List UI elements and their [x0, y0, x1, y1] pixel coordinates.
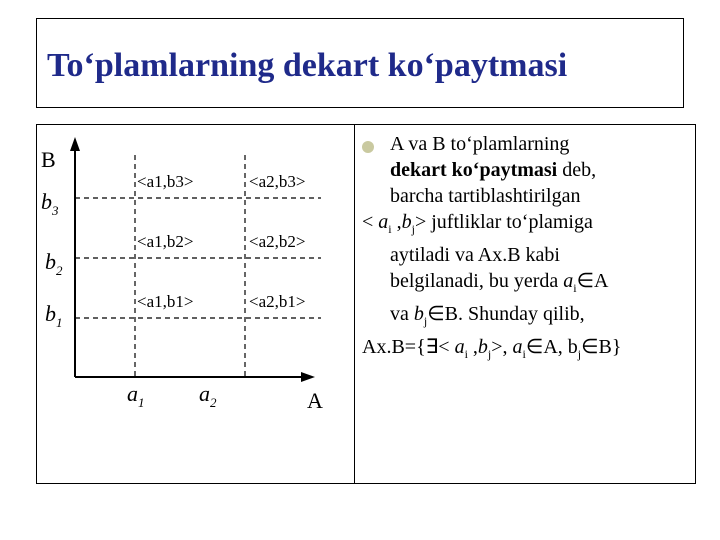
- x-axis-arrow: [301, 372, 315, 382]
- slide-title: To‘plamlarning dekart ko‘paytmasi: [47, 47, 568, 84]
- text-line-5: aytiladi va Ax.B kabi: [390, 244, 560, 266]
- cell-a1-b2: <a1,b2>: [137, 232, 194, 251]
- text-line-4: < $a_i$ $,b_j>$ juftliklar to‘plamiga: [362, 211, 593, 236]
- text-line-2: dekart ko‘paytmasi deb,: [390, 159, 597, 181]
- cartesian-diagram: [37, 125, 353, 483]
- cell-a2-b3: <a2,b3>: [249, 172, 306, 191]
- definition-text: [362, 131, 694, 367]
- cell-a2-b2: <a2,b2>: [249, 232, 306, 251]
- y-axis-label: B: [41, 147, 56, 172]
- y-tick-b1: $b_1$: [45, 301, 63, 330]
- y-ticks: [41, 189, 63, 330]
- text-line-7: va $b_j\in B$. Shunday qilib,: [390, 303, 585, 328]
- y-axis-arrow: [70, 137, 80, 151]
- bullet-icon: [362, 141, 374, 153]
- bold-term: dekart ko‘paytmasi: [390, 159, 558, 181]
- text-line-1: A va B to‘plamlarning: [362, 131, 694, 157]
- y-tick-b3: $b_3$: [41, 189, 59, 218]
- cell-a2-b1: <a2,b1>: [249, 292, 306, 311]
- x-ticks: [127, 381, 217, 410]
- text-line-3: barcha tartiblashtirilgan: [390, 185, 581, 207]
- cell-labels: [137, 172, 305, 311]
- panel-divider: [354, 124, 355, 484]
- cell-a1-b1: <a1,b1>: [137, 292, 194, 311]
- cell-a1-b3: <a1,b3>: [137, 172, 194, 191]
- x-tick-a2: $a_2$: [199, 381, 217, 410]
- text-line-8: Ax.B={∃< $a_i$ $,b_j>$, $a_i\in A$, $b_j\in B$}: [362, 336, 622, 361]
- x-tick-a1: $a_1$: [127, 381, 145, 410]
- text-line-6: belgilanadi, bu yerda $a_i\in A$: [390, 270, 609, 295]
- y-tick-b2: $b_2$: [45, 249, 63, 278]
- x-axis-label: A: [307, 388, 323, 413]
- title-box: [36, 18, 684, 108]
